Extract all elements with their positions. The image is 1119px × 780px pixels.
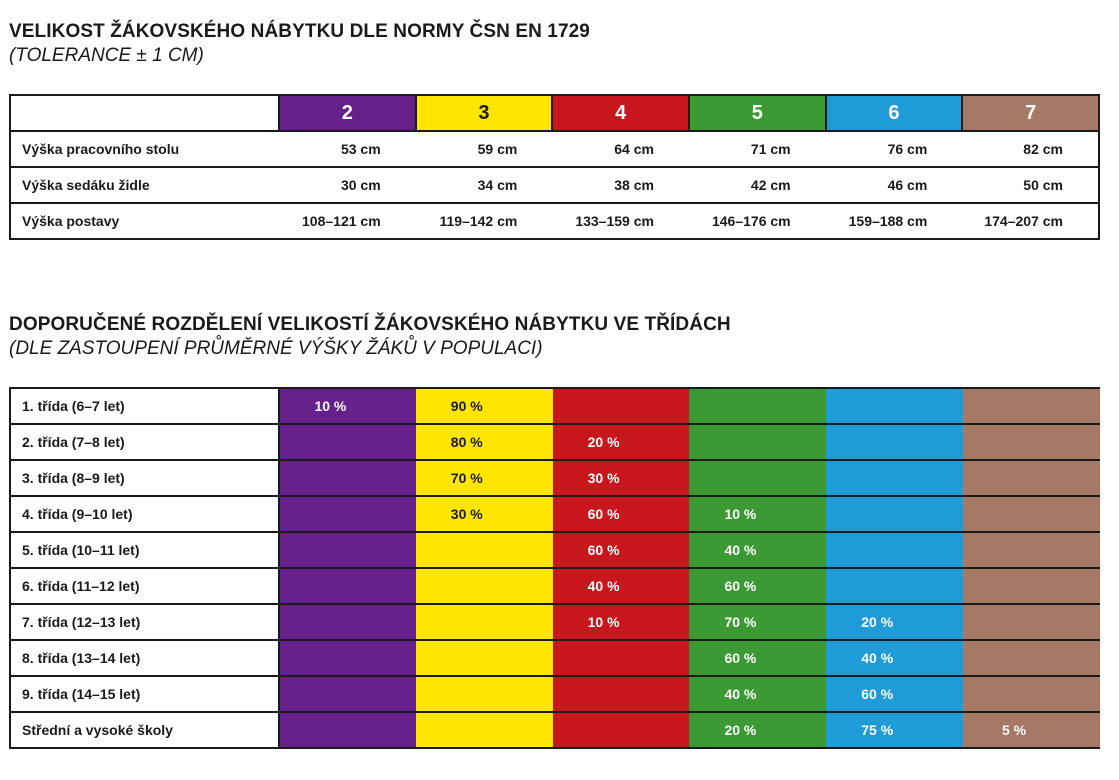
spec-value-size-2: 108–121 cm	[279, 203, 416, 239]
class-row-label: 4. třída (9–10 let)	[10, 496, 279, 532]
share-cell-size-4: 20 %	[553, 424, 690, 460]
share-cell-size-5	[689, 388, 826, 424]
share-cell-size-7	[963, 424, 1100, 460]
share-cell-size-4: 60 %	[553, 496, 690, 532]
furniture-size-subtitle: (TOLERANCE ± 1 CM)	[9, 45, 204, 66]
share-cell-size-7	[963, 460, 1100, 496]
class-row-label: 6. třída (11–12 let)	[10, 568, 279, 604]
furniture-size-title: VELIKOST ŽÁKOVSKÉHO NÁBYTKU DLE NORMY ČSN EN 1729	[9, 21, 590, 42]
share-cell-size-6	[826, 532, 963, 568]
share-cell-size-2	[279, 460, 416, 496]
share-cell-size-3: 70 %	[416, 460, 553, 496]
share-cell-size-7	[963, 604, 1100, 640]
share-cell-size-7	[963, 568, 1100, 604]
share-cell-size-7	[963, 388, 1100, 424]
share-cell-size-3	[416, 676, 553, 712]
share-cell-size-6	[826, 568, 963, 604]
share-cell-size-7	[963, 640, 1100, 676]
class-row-label: 1. třída (6–7 let)	[10, 388, 279, 424]
share-cell-size-2	[279, 712, 416, 748]
share-cell-size-3	[416, 712, 553, 748]
class-row-label: 2. třída (7–8 let)	[10, 424, 279, 460]
spec-value-size-7: 82 cm	[962, 131, 1099, 167]
spec-value-size-5: 42 cm	[689, 167, 826, 203]
share-cell-size-6: 60 %	[826, 676, 963, 712]
spec-row-label: Výška pracovního stolu	[10, 131, 279, 167]
spec-value-size-2: 30 cm	[279, 167, 416, 203]
share-cell-size-2	[279, 640, 416, 676]
spec-value-size-4: 133–159 cm	[552, 203, 689, 239]
class-row	[10, 640, 1100, 676]
share-cell-size-3	[416, 532, 553, 568]
spec-value-size-7: 174–207 cm	[962, 203, 1099, 239]
spec-value-size-2: 53 cm	[279, 131, 416, 167]
share-cell-size-5: 70 %	[689, 604, 826, 640]
share-cell-size-6	[826, 460, 963, 496]
spec-row	[10, 131, 1099, 167]
class-row	[10, 568, 1100, 604]
class-row	[10, 424, 1100, 460]
share-cell-size-6: 75 %	[826, 712, 963, 748]
share-cell-size-6	[826, 388, 963, 424]
size-header-row	[10, 95, 1099, 131]
spec-value-size-4: 64 cm	[552, 131, 689, 167]
share-cell-size-6	[826, 496, 963, 532]
spec-row	[10, 203, 1099, 239]
class-row-label: 5. třída (10–11 let)	[10, 532, 279, 568]
share-cell-size-5	[689, 424, 826, 460]
size-header-2: 2	[279, 95, 416, 131]
share-cell-size-2	[279, 496, 416, 532]
share-cell-size-5: 40 %	[689, 532, 826, 568]
share-cell-size-6: 40 %	[826, 640, 963, 676]
share-cell-size-3: 90 %	[416, 388, 553, 424]
class-row	[10, 532, 1100, 568]
distribution-table	[9, 387, 1100, 749]
class-row	[10, 388, 1100, 424]
class-row-label: Střední a vysoké školy	[10, 712, 279, 748]
header-blank-cell	[10, 95, 279, 131]
class-row-label: 3. třída (8–9 let)	[10, 460, 279, 496]
distribution-subtitle: (DLE ZASTOUPENÍ PRŮMĚRNÉ VÝŠKY ŽÁKŮ V POPULACI)	[9, 338, 543, 359]
furniture-size-table	[9, 94, 1100, 240]
spec-value-size-6: 46 cm	[826, 167, 963, 203]
spec-value-size-5: 71 cm	[689, 131, 826, 167]
share-cell-size-4: 60 %	[553, 532, 690, 568]
size-header-4: 4	[552, 95, 689, 131]
size-header-3: 3	[416, 95, 553, 131]
class-row-label: 9. třída (14–15 let)	[10, 676, 279, 712]
share-cell-size-6: 20 %	[826, 604, 963, 640]
class-row	[10, 676, 1100, 712]
share-cell-size-2	[279, 676, 416, 712]
share-cell-size-5: 20 %	[689, 712, 826, 748]
spec-value-size-4: 38 cm	[552, 167, 689, 203]
spec-row	[10, 167, 1099, 203]
spec-value-size-5: 146–176 cm	[689, 203, 826, 239]
share-cell-size-5: 60 %	[689, 640, 826, 676]
share-cell-size-7: 5 %	[963, 712, 1100, 748]
share-cell-size-4	[553, 676, 690, 712]
share-cell-size-2	[279, 424, 416, 460]
spec-row-label: Výška sedáku židle	[10, 167, 279, 203]
size-header-6: 6	[826, 95, 963, 131]
spec-row-label: Výška postavy	[10, 203, 279, 239]
class-row-label: 8. třída (13–14 let)	[10, 640, 279, 676]
spec-value-size-3: 34 cm	[416, 167, 553, 203]
share-cell-size-3	[416, 604, 553, 640]
share-cell-size-4	[553, 388, 690, 424]
share-cell-size-4	[553, 640, 690, 676]
spec-value-size-3: 59 cm	[416, 131, 553, 167]
size-header-7: 7	[962, 95, 1099, 131]
spec-value-size-6: 159–188 cm	[826, 203, 963, 239]
share-cell-size-2: 10 %	[279, 388, 416, 424]
share-cell-size-4: 10 %	[553, 604, 690, 640]
class-row	[10, 712, 1100, 748]
share-cell-size-2	[279, 604, 416, 640]
share-cell-size-2	[279, 568, 416, 604]
size-header-5: 5	[689, 95, 826, 131]
share-cell-size-3	[416, 640, 553, 676]
share-cell-size-5	[689, 460, 826, 496]
share-cell-size-3	[416, 568, 553, 604]
spec-value-size-3: 119–142 cm	[416, 203, 553, 239]
share-cell-size-4: 40 %	[553, 568, 690, 604]
share-cell-size-4	[553, 712, 690, 748]
share-cell-size-3: 30 %	[416, 496, 553, 532]
share-cell-size-7	[963, 676, 1100, 712]
share-cell-size-4: 30 %	[553, 460, 690, 496]
class-row	[10, 460, 1100, 496]
class-row	[10, 496, 1100, 532]
share-cell-size-5: 60 %	[689, 568, 826, 604]
spec-value-size-6: 76 cm	[826, 131, 963, 167]
share-cell-size-7	[963, 496, 1100, 532]
share-cell-size-5: 40 %	[689, 676, 826, 712]
class-row	[10, 604, 1100, 640]
share-cell-size-6	[826, 424, 963, 460]
share-cell-size-3: 80 %	[416, 424, 553, 460]
share-cell-size-7	[963, 532, 1100, 568]
spec-value-size-7: 50 cm	[962, 167, 1099, 203]
share-cell-size-5: 10 %	[689, 496, 826, 532]
distribution-title: DOPORUČENÉ ROZDĚLENÍ VELIKOSTÍ ŽÁKOVSKÉHO NÁBYTKU VE TŘÍDÁCH	[9, 314, 731, 335]
share-cell-size-2	[279, 532, 416, 568]
class-row-label: 7. třída (12–13 let)	[10, 604, 279, 640]
